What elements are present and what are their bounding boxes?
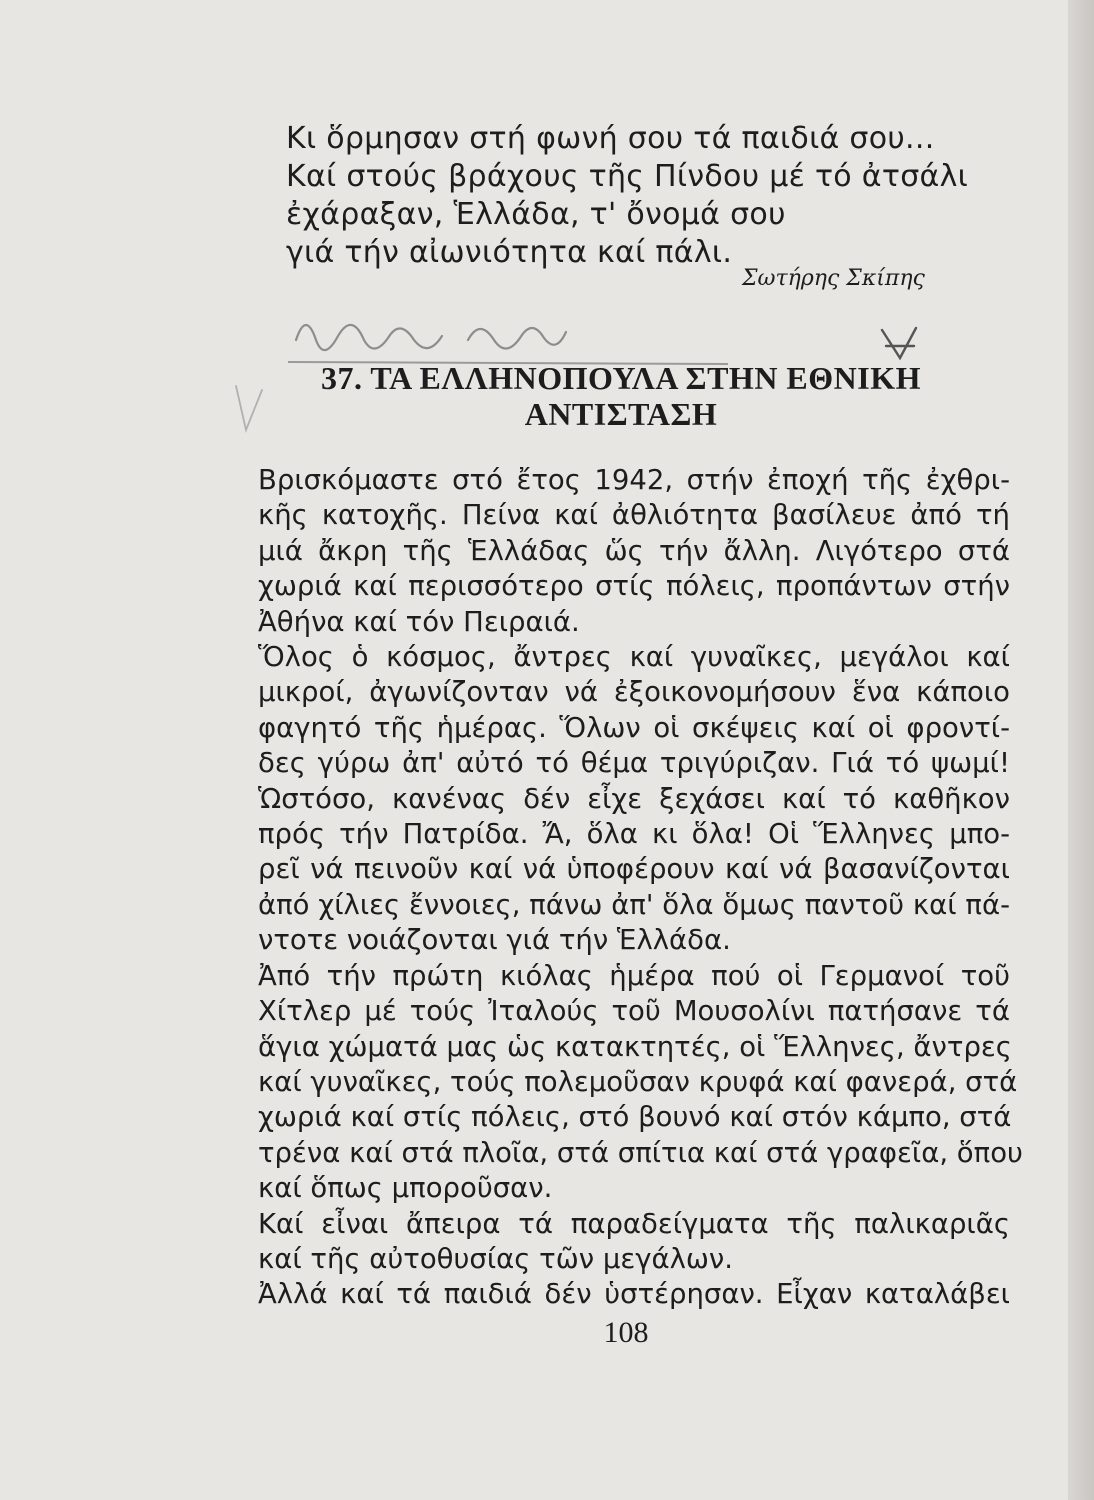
- body-line: καί τῆς αὐτοθυσίας τῶν μεγάλων.: [258, 1242, 734, 1275]
- body-line: ντοτε νοιάζονται γιά τήν Ἑλλάδα.: [258, 924, 731, 957]
- body-line: Καί εἶναι ἄπειρα τά παραδείγματα τῆς παλικαριᾶς: [258, 1207, 1010, 1240]
- body-line: καί γυναῖκες, τούς πολεμοῦσαν κρυφά καί φανερά, στά: [258, 1065, 1018, 1098]
- poem-line: Καί στούς βράχους τῆς Πίνδου μέ τό ἀτσάλι: [286, 159, 969, 194]
- body-line: κῆς κατοχῆς. Πείνα καί ἀθλιότητα βασίλευε ἀπό τή: [258, 499, 1010, 532]
- poem-line: ἐχάραξαν, Ἑλλάδα, τ' ὄνομά σου: [286, 197, 786, 232]
- body-line: Ἀθήνα καί τόν Πειραιά.: [258, 605, 580, 638]
- body-line: δες γύρω ἀπ' αὐτό τό θέμα τριγύριζαν. Γιά τό ψωμί!: [258, 747, 1010, 780]
- page-edge-shadow: [1068, 0, 1094, 1500]
- body-line: Χίτλερ μέ τούς Ἰταλούς τοῦ Μουσολίνι πατήσανε τά: [258, 995, 1010, 1028]
- body-line: χωριά καί στίς πόλεις, στό βουνό καί στόν κάμπο, στά: [258, 1101, 1012, 1134]
- handwritten-check-mark: [882, 328, 916, 358]
- poem-line: Κι ὅρμησαν στή φωνή σου τά παιδιά σου...: [286, 121, 935, 156]
- poem-author: Σωτήρης Σκίπης: [742, 266, 925, 291]
- body-line: ἀπό χίλιες ἔννοιες, πάνω ἀπ' ὅλα ὅμως παντοῦ καί πά-: [258, 888, 1010, 921]
- body-line: Ἀλλά καί τά παιδιά δέν ὑστέρησαν. Εἶχαν καταλάβει: [258, 1278, 1010, 1311]
- chapter-heading-line: ΑΝΤΙΣΤΑΣΗ: [524, 396, 718, 432]
- body-line: Βρισκόμαστε στό ἔτος 1942, στήν ἐποχή τῆς ἐχθρι-: [258, 464, 1010, 496]
- body-line: φαγητό τῆς ἡμέρας. Ὅλων οἱ σκέψεις καί οἱ φροντί-: [258, 711, 1010, 744]
- body-line: ἅγια χώματά μας ὡς κατακτητές, οἱ Ἕλληνες, ἄντρες: [258, 1030, 1012, 1063]
- page-number: 108: [603, 1316, 649, 1349]
- body-line: χωριά καί περισσότερο στίς πόλεις, προπάντων στήν: [258, 570, 1010, 603]
- body-line: ρεῖ νά πεινοῦν καί νά ὑποφέρουν καί νά βασανίζονται: [258, 853, 1010, 886]
- body-line: Ὡστόσο, κανένας δέν εἶχε ξεχάσει καί τό καθῆκον: [258, 782, 1010, 815]
- poem-stanza: [286, 120, 969, 272]
- margin-pencil-mark: [232, 380, 272, 440]
- body-line: τρένα καί στά πλοῖα, στά σπίτια καί στά γραφεῖα, ὅπου: [258, 1136, 1023, 1169]
- handwritten-note-stroke: [296, 325, 566, 350]
- chapter-body: [258, 463, 1023, 1313]
- body-line: πρός τήν Πατρίδα. Ἄ, ὅλα κι ὅλα! Οἱ Ἕλληνες μπο-: [258, 818, 1010, 851]
- body-line: μικροί, ἀγωνίζονταν νά ἐξοικονομήσουν ἕνα κάποιο: [258, 676, 1010, 709]
- body-line: καί ὅπως μποροῦσαν.: [258, 1172, 553, 1205]
- body-line: Ἀπό τήν πρώτη κιόλας ἡμέρα πού οἱ Γερμανοί τοῦ: [258, 959, 1010, 992]
- chapter-heading: [286, 360, 956, 432]
- body-line: μιά ἄκρη τῆς Ἑλλάδας ὥς τήν ἄλλη. Λιγότερο στά: [258, 534, 1010, 567]
- body-line: Ὅλος ὁ κόσμος, ἄντρες καί γυναῖκες, μεγάλοι καί: [258, 641, 1010, 674]
- poem-line: γιά τήν αἰωνιότητα καί πάλι.: [286, 235, 733, 270]
- chapter-heading-line: 37. ΤΑ ΕΛΛΗΝΟΠΟΥΛΑ ΣΤΗΝ ΕΘΝΙΚΗ: [320, 360, 921, 396]
